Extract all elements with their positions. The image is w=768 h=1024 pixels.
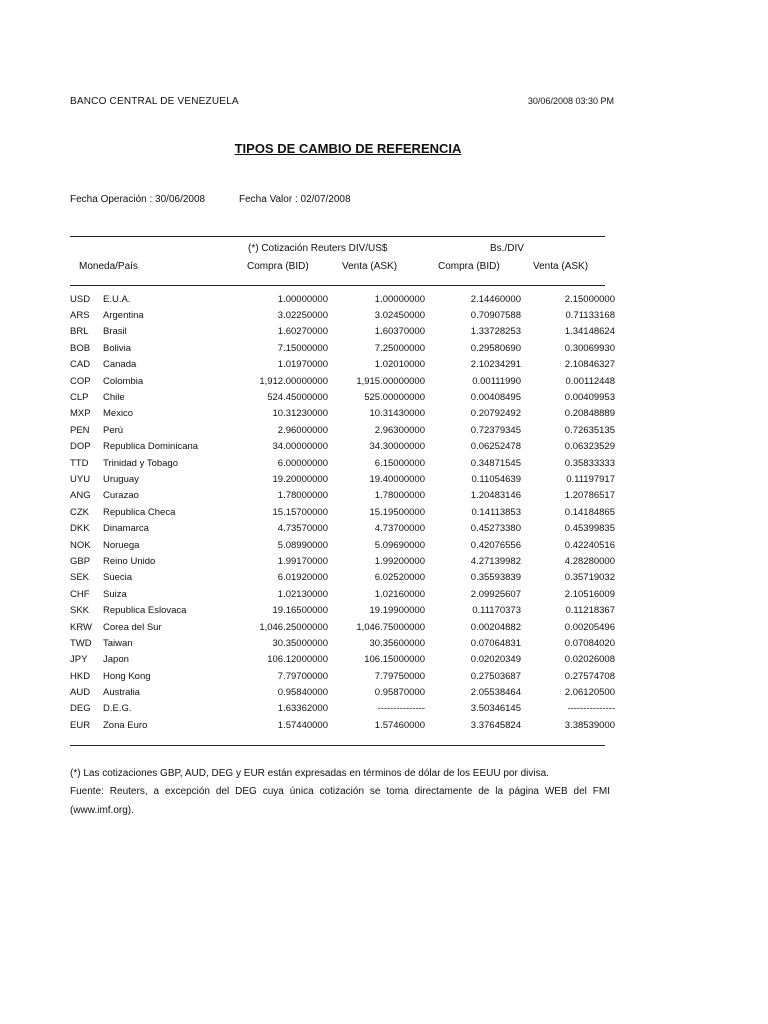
currency-code: DKK [70, 523, 90, 535]
compra-bs-value: 0.11170373 [472, 605, 521, 617]
venta-usd-value: 10.31430000 [369, 408, 425, 420]
compra-bs-value: 0.14113853 [471, 506, 521, 518]
venta-bs-value: 2.10846327 [564, 359, 615, 371]
currency-code: CLP [70, 392, 89, 404]
table-row [70, 537, 615, 553]
column-header-venta-bs: Venta (ASK) [533, 261, 589, 272]
country-name: Corea del Sur [103, 621, 162, 633]
table-row [70, 504, 615, 520]
venta-bs-value: 0.00112448 [565, 375, 615, 387]
compra-bs-value: 0.70907588 [470, 310, 521, 322]
compra-usd-value: 106.12000000 [267, 654, 328, 666]
venta-bs-value: 0.45399835 [564, 523, 615, 535]
compra-usd-value: 7.15000000 [277, 342, 328, 354]
table-row [70, 520, 615, 536]
compra-usd-value: 1.78000000 [277, 490, 328, 502]
currency-code: DEG [70, 703, 91, 715]
compra-usd-value: 19.16500000 [272, 605, 328, 617]
compra-usd-value: 1,912.00000000 [259, 375, 328, 387]
table-row [70, 684, 615, 700]
compra-usd-value: 7.79700000 [277, 670, 328, 682]
venta-usd-value: 4.73700000 [374, 523, 425, 535]
venta-usd-value: 1,915.00000000 [356, 375, 425, 387]
country-name: Colombia [103, 375, 144, 387]
page-title: TIPOS DE CAMBIO DE REFERENCIA [234, 141, 462, 156]
venta-bs-value: 0.00205496 [564, 621, 615, 633]
venta-bs-value: --------------- [567, 703, 615, 715]
currency-code: CZK [70, 506, 89, 518]
venta-usd-value: 7.79750000 [374, 670, 425, 682]
compra-bs-value: 2.09925607 [470, 588, 521, 600]
venta-bs-value: 0.72635135 [564, 424, 615, 436]
group-header-bs: Bs./DIV [490, 243, 524, 254]
country-name: Canada [103, 359, 137, 371]
country-name: Taiwan [103, 637, 133, 649]
compra-bs-value: 2.14460000 [470, 293, 521, 305]
table-row [70, 701, 615, 717]
country-name: Trinidad y Tobago [103, 457, 178, 469]
table-row [70, 340, 615, 356]
compra-usd-value: 10.31230000 [272, 408, 328, 420]
compra-bs-value: 0.07064831 [470, 637, 521, 649]
currency-code: ARS [70, 310, 90, 322]
table-row [70, 652, 615, 668]
currency-code: MXP [70, 408, 91, 420]
venta-bs-value: 1.20786517 [564, 490, 615, 502]
venta-bs-value: 0.02026008 [564, 654, 615, 666]
country-name: Suecia [103, 572, 133, 584]
country-name: Bolivia [103, 342, 131, 354]
venta-bs-value: 0.71133168 [565, 310, 615, 322]
table-row [70, 586, 615, 602]
venta-usd-value: 19.19900000 [369, 605, 425, 617]
compra-bs-value: 0.35593839 [470, 572, 521, 584]
divider-bottom [70, 745, 605, 746]
table-row [70, 553, 615, 569]
currency-code: BOB [70, 342, 91, 354]
country-name: Japon [103, 654, 129, 666]
table-row [70, 602, 615, 618]
venta-bs-value: 4.28280000 [564, 555, 615, 567]
table-row [70, 307, 615, 323]
compra-usd-value: 2.96000000 [277, 424, 328, 436]
column-header-venta-usd: Venta (ASK) [342, 261, 398, 272]
country-name: Australia [103, 687, 140, 699]
country-name: Argentina [103, 310, 144, 322]
table-row [70, 570, 615, 586]
currency-code: USD [70, 293, 91, 305]
compra-bs-value: 0.29580690 [470, 342, 521, 354]
venta-usd-value: 5.09690000 [374, 539, 425, 551]
venta-bs-value: 0.27574708 [564, 670, 615, 682]
country-name: Curazao [103, 490, 139, 502]
compra-usd-value: 4.73570000 [277, 523, 328, 535]
compra-bs-value: 2.05538464 [470, 687, 521, 699]
group-header-reuters: (*) Cotización Reuters DIV/US$ [248, 243, 388, 254]
venta-usd-value: 1.60370000 [374, 326, 425, 338]
currency-code: SEK [70, 572, 90, 584]
currency-code: UYU [70, 473, 91, 485]
compra-usd-value: 6.00000000 [277, 457, 328, 469]
exchange-rate-table [70, 291, 615, 734]
venta-usd-value: 6.15000000 [374, 457, 425, 469]
venta-usd-value: 1.02010000 [374, 359, 425, 371]
compra-usd-value: 1.00000000 [277, 293, 328, 305]
column-header-compra-usd: Compra (BID) [247, 261, 309, 272]
compra-bs-value: 0.20792492 [470, 408, 521, 420]
venta-usd-value: 1.57460000 [374, 719, 425, 731]
compra-usd-value: 3.02250000 [277, 310, 328, 322]
venta-bs-value: 2.10516009 [564, 588, 615, 600]
country-name: Hong Kong [103, 670, 151, 682]
venta-bs-value: 0.20848889 [564, 408, 615, 420]
column-header-compra-bs: Compra (BID) [438, 261, 500, 272]
compra-bs-value: 0.42076556 [470, 539, 521, 551]
compra-bs-value: 0.11054639 [471, 473, 521, 485]
currency-code: TTD [70, 457, 89, 469]
currency-code: PEN [70, 424, 90, 436]
venta-usd-value: 1.99200000 [374, 555, 425, 567]
venta-bs-value: 0.14184865 [564, 506, 615, 518]
column-header-moneda: Moneda/País [79, 261, 138, 272]
divider-top [70, 236, 605, 237]
currency-code: BRL [70, 326, 89, 338]
currency-code: CHF [70, 588, 90, 600]
venta-usd-value: 1.78000000 [374, 490, 425, 502]
currency-code: HKD [70, 670, 91, 682]
fecha-operacion: Fecha Operación : 30/06/2008 [70, 194, 206, 205]
venta-usd-value: 1.02160000 [374, 588, 425, 600]
country-name: D.E.G. [103, 703, 132, 715]
venta-bs-value: 0.30069930 [564, 342, 615, 354]
country-name: E.U.A. [103, 293, 131, 305]
venta-usd-value: 2.96300000 [374, 424, 425, 436]
compra-usd-value: 1.01970000 [277, 359, 328, 371]
country-name: Chile [103, 392, 125, 404]
country-name: Zona Euro [103, 719, 148, 731]
country-name: Brasil [103, 326, 127, 338]
country-name: Republica Eslovaca [103, 605, 187, 617]
compra-usd-value: 524.45000000 [267, 392, 328, 404]
compra-usd-value: 1,046.25000000 [259, 621, 328, 633]
report-timestamp: 30/06/2008 03:30 PM [527, 96, 614, 106]
fecha-valor: Fecha Valor : 02/07/2008 [239, 194, 351, 205]
table-row [70, 389, 615, 405]
table-row [70, 324, 615, 340]
venta-usd-value: 1,046.75000000 [356, 621, 425, 633]
venta-bs-value: 0.06323529 [564, 441, 615, 453]
venta-usd-value: 19.40000000 [369, 473, 425, 485]
footnote-source: Fuente: Reuters, a excepción del DEG cuya única cotización se toma directamente de la página WEB del FMI (www.imf.org). [70, 786, 610, 816]
compra-bs-value: 0.06252478 [470, 441, 521, 453]
compra-bs-value: 0.00408495 [470, 392, 521, 404]
venta-usd-value: 0.95870000 [374, 687, 425, 699]
compra-bs-value: 3.50346145 [470, 703, 521, 715]
compra-bs-value: 3.37645824 [470, 719, 521, 731]
currency-code: ANG [70, 490, 91, 502]
table-row [70, 488, 615, 504]
venta-bs-value: 3.38539000 [564, 719, 615, 731]
venta-usd-value: 30.35600000 [369, 637, 425, 649]
compra-bs-value: 1.33728253 [470, 326, 521, 338]
country-name: Mexico [103, 408, 134, 420]
table-row [70, 357, 615, 373]
venta-bs-value: 0.07084020 [564, 637, 615, 649]
table-row [70, 668, 615, 684]
compra-bs-value: 0.00111990 [472, 375, 521, 387]
divider-header [70, 285, 605, 286]
compra-usd-value: 1.63362000 [277, 703, 328, 715]
compra-usd-value: 1.99170000 [277, 555, 328, 567]
currency-code: TWD [70, 637, 92, 649]
currency-code: EUR [70, 719, 91, 731]
currency-code: AUD [70, 687, 91, 699]
currency-code: NOK [70, 539, 91, 551]
compra-bs-value: 2.10234291 [470, 359, 521, 371]
table-row [70, 291, 615, 307]
compra-bs-value: 0.02020349 [470, 654, 521, 666]
venta-usd-value: 15.19500000 [369, 506, 425, 518]
footnote-quotation: (*) Las cotizaciones GBP, AUD, DEG y EUR están expresadas en términos de dólar de los EEUU por divisa. [70, 768, 549, 779]
exchange-rate-rows [70, 291, 615, 734]
venta-usd-value: --------------- [377, 703, 425, 715]
venta-bs-value: 1.34148624 [564, 326, 615, 338]
compra-usd-value: 0.95840000 [277, 687, 328, 699]
currency-code: JPY [70, 654, 88, 666]
compra-bs-value: 0.34871545 [470, 457, 521, 469]
compra-bs-value: 0.00204882 [470, 621, 521, 633]
venta-usd-value: 6.02520000 [374, 572, 425, 584]
venta-bs-value: 0.00409953 [564, 392, 615, 404]
venta-usd-value: 7.25000000 [374, 342, 425, 354]
country-name: Dinamarca [103, 523, 149, 535]
venta-bs-value: 2.15000000 [564, 293, 615, 305]
compra-bs-value: 1.20483146 [470, 490, 521, 502]
compra-usd-value: 1.57440000 [277, 719, 328, 731]
compra-usd-value: 30.35000000 [272, 637, 328, 649]
table-row [70, 439, 615, 455]
compra-bs-value: 4.27139982 [470, 555, 521, 567]
compra-bs-value: 0.72379345 [470, 424, 521, 436]
currency-code: COP [70, 375, 91, 387]
venta-bs-value: 2.06120500 [564, 687, 615, 699]
compra-usd-value: 5.08990000 [277, 539, 328, 551]
compra-bs-value: 0.27503687 [470, 670, 521, 682]
venta-bs-value: 0.35719032 [564, 572, 615, 584]
compra-usd-value: 1.02130000 [277, 588, 328, 600]
compra-usd-value: 15.15700000 [272, 506, 328, 518]
venta-usd-value: 1.00000000 [374, 293, 425, 305]
table-row [70, 373, 615, 389]
compra-usd-value: 1.60270000 [277, 326, 328, 338]
country-name: Reino Unido [103, 555, 156, 567]
table-row [70, 471, 615, 487]
country-name: Republica Checa [103, 506, 176, 518]
compra-usd-value: 19.20000000 [272, 473, 328, 485]
venta-bs-value: 0.35833333 [564, 457, 615, 469]
compra-usd-value: 6.01920000 [277, 572, 328, 584]
venta-bs-value: 0.11197917 [566, 473, 615, 485]
venta-usd-value: 34.30000000 [369, 441, 425, 453]
country-name: Republica Dominicana [103, 441, 199, 453]
country-name: Uruguay [103, 473, 139, 485]
venta-usd-value: 3.02450000 [374, 310, 425, 322]
currency-code: KRW [70, 621, 92, 633]
compra-usd-value: 34.00000000 [272, 441, 328, 453]
currency-code: SKK [70, 605, 90, 617]
country-name: Noruega [103, 539, 140, 551]
table-row [70, 422, 615, 438]
table-row [70, 406, 615, 422]
venta-bs-value: 0.42240516 [564, 539, 615, 551]
currency-code: CAD [70, 359, 91, 371]
country-name: Perú [103, 424, 124, 436]
venta-usd-value: 525.00000000 [364, 392, 425, 404]
institution-name: BANCO CENTRAL DE VENEZUELA [70, 96, 239, 107]
currency-code: GBP [70, 555, 91, 567]
venta-usd-value: 106.15000000 [364, 654, 425, 666]
venta-bs-value: 0.11218367 [565, 605, 615, 617]
table-row [70, 717, 615, 733]
table-row [70, 455, 615, 471]
country-name: Suiza [103, 588, 127, 600]
compra-bs-value: 0.45273380 [470, 523, 521, 535]
table-row [70, 635, 615, 651]
currency-code: DOP [70, 441, 91, 453]
table-row [70, 619, 615, 635]
